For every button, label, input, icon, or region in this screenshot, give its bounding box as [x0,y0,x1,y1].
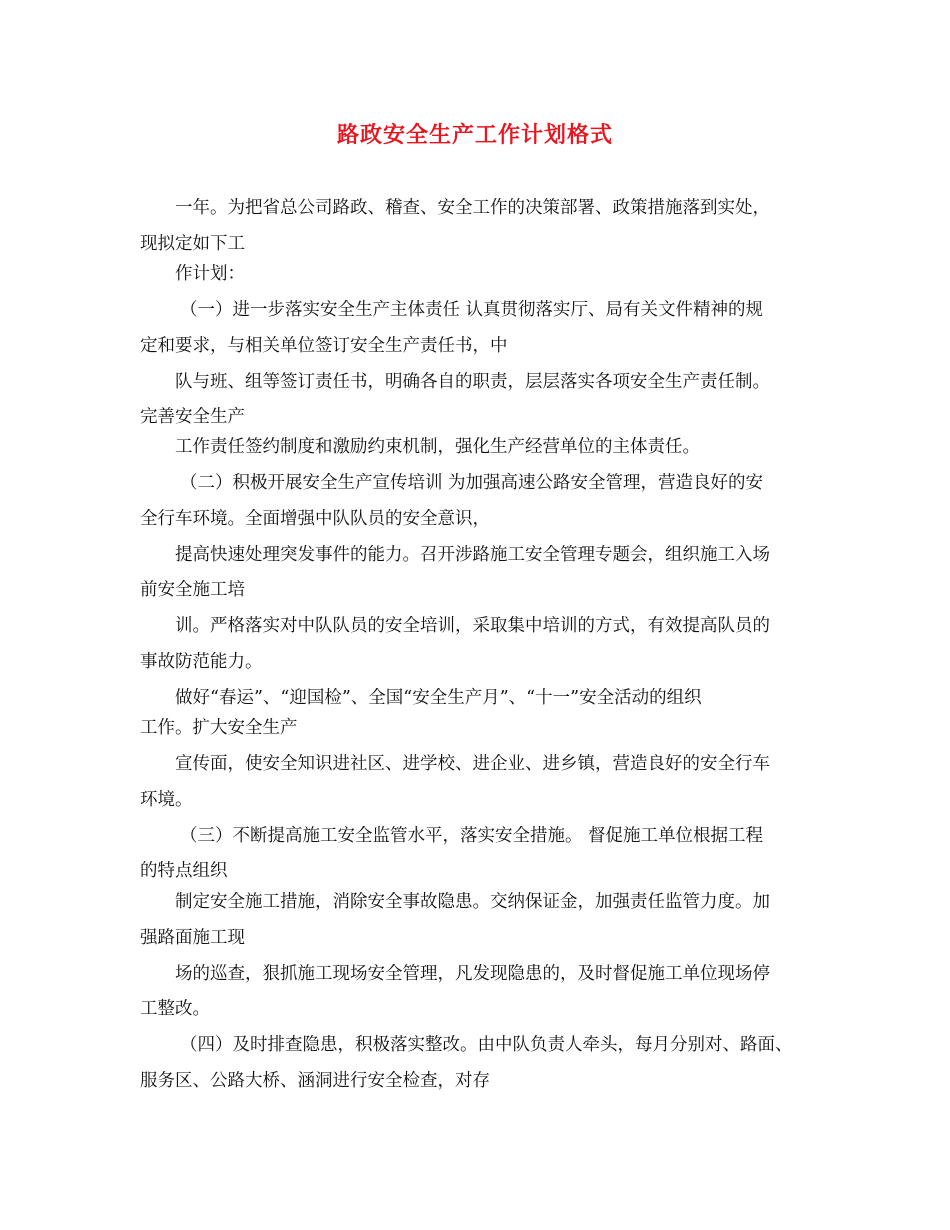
text-line: 工作。扩大安全生产 [140,718,298,738]
text-line: 作计划： [175,264,245,284]
text-line: 宣传面，使安全知识进社区、进学校、进企业、进乡镇，营造良好的安全行车 [175,754,770,774]
text-line: 的特点组织 [140,861,228,881]
text-line: 定和要求，与相关单位签订安全生产责任书，中 [140,336,508,356]
text-line: 工作责任签约制度和激励约束机制，强化生产经营单位的主体责任。 [175,437,700,457]
text-line: （一）进一步落实安全生产主体责任 认真贯彻落实厅、局有关文件精神的规 [180,300,764,320]
text-line: 提高快速处理突发事件的能力。召开涉路施工安全管理专题会，组织施工入场 [175,545,770,565]
text-line: 事故防范能力。 [140,652,263,672]
text-line: （四）及时排查隐患，积极落实整改。由中队负责人牵头，每月分别对、路面、 [180,1035,793,1055]
text-line: 做好“春运”、“迎国检”、全国“安全生产月”、“十一”安全活动的组织 [175,688,702,708]
text-line: 一年。为把省总公司路政、稽查、安全工作的决策部署、政策措施落到实处， [175,198,770,218]
text-line: （三）不断提高施工安全监管水平，落实安全措施。 督促施工单位根据工程 [180,826,764,846]
text-line: 环境。 [140,790,193,810]
text-line: 工整改。 [140,999,210,1019]
text-line: 制定安全施工措施，消除安全事故隐患。交纳保证金，加强责任监管力度。加 [175,892,770,912]
text-line: 强路面施工现 [140,928,245,948]
text-line: 场的巡查，狠抓施工现场安全管理，凡发现隐患的，及时督促施工单位现场停 [175,964,770,984]
text-line: 队与班、组等签订责任书，明确各自的职责，层层落实各项安全生产责任制。 [175,372,770,392]
text-line: 全行车环境。全面增强中队队员的安全意识， [140,509,490,529]
text-line: 现拟定如下工 [140,234,245,254]
text-line: （二）积极开展安全生产宣传培训 为加强高速公路安全管理，营造良好的安 [180,473,764,493]
text-line: 服务区、公路大桥、涵洞进行安全检查，对存 [140,1071,490,1091]
text-line: 前安全施工培 [140,580,245,600]
text-line: 完善安全生产 [140,407,245,427]
text-line: 训。严格落实对中队队员的安全培训，采取集中培训的方式，有效提高队员的 [175,616,770,636]
document-title: 路政安全生产工作计划格式 [336,122,613,148]
